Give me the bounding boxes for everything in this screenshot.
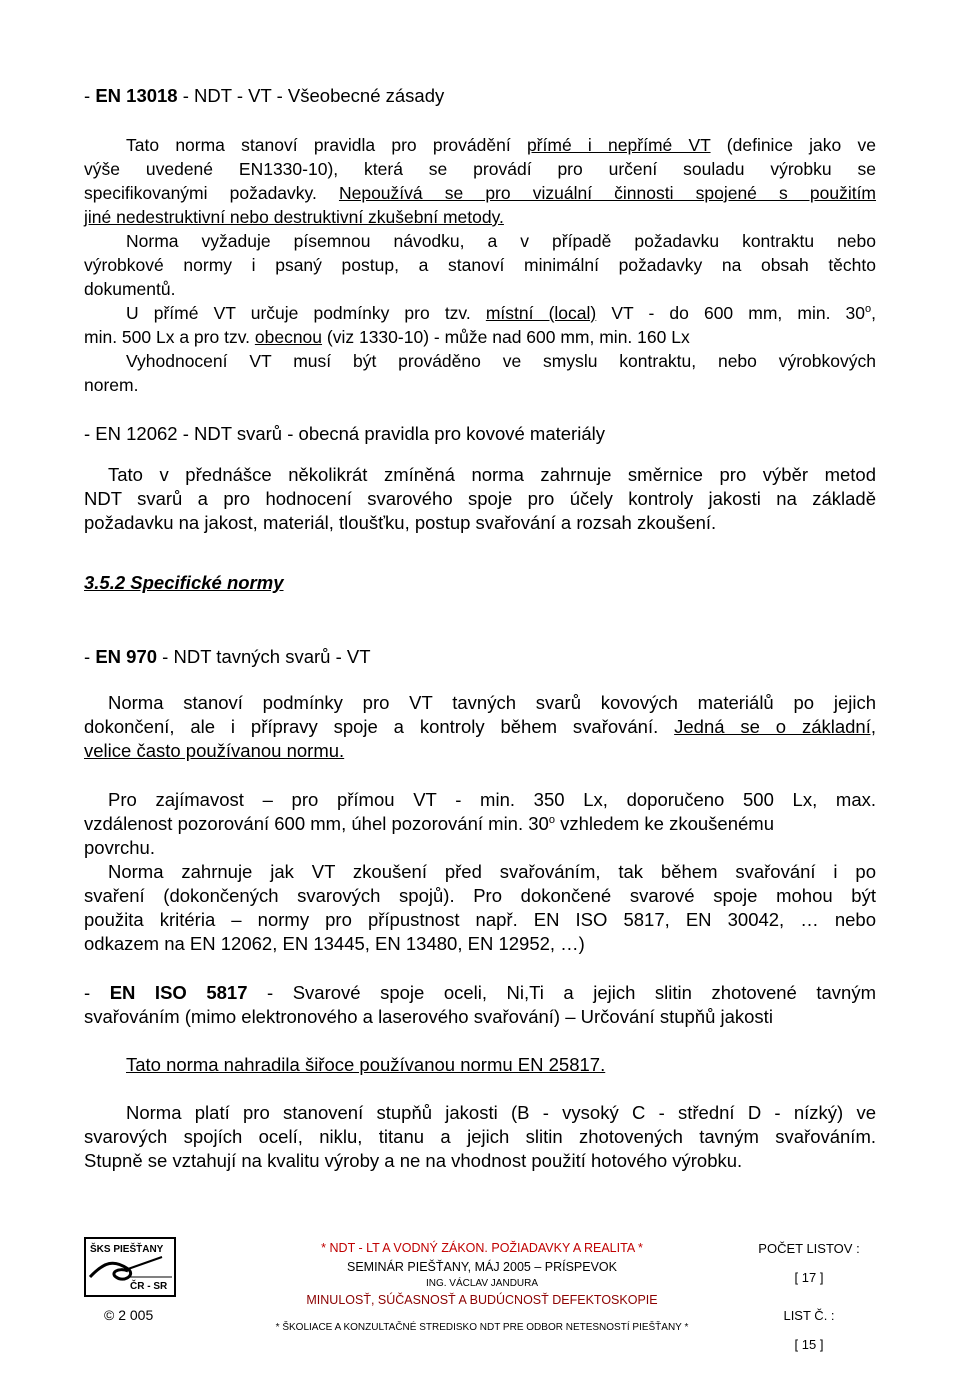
sheet-value: [ 15 ]	[794, 1337, 824, 1352]
paragraph-line: Norma platí pro stanovení stupňů jakosti (B - vysoký C - střední D - nízký) ve	[126, 1102, 876, 1123]
paragraph-line: Pro zajímavost – pro přímou VT - min. 350 Lx, doporučeno 500 Lx, max.	[108, 789, 876, 810]
paragraph-line: svarových spojích ocelí, niklu, titanu a jejich slitin zhotovených tavným svařováním.	[84, 1126, 876, 1147]
logo-text-bottom: ČR - SR	[130, 1281, 168, 1292]
paragraph-line: velice často používanou normu.	[84, 740, 345, 761]
paragraph-line: dokončení, ale i přípravy spoje a kontroly během svařování. Jedná se o základní,	[84, 716, 876, 737]
paragraph-line: požadavku na jakost, materiál, tloušťku, postup svařování a rozsah zkoušení.	[84, 512, 717, 533]
pages-label: POČET LISTOV :	[758, 1241, 860, 1256]
paragraph-line: U přímé VT určuje podmínky pro tzv. místní (local) VT - do 600 mm, min. 30$^o$,	[126, 303, 876, 323]
footer-center	[252, 1239, 712, 1337]
sheet-label: LIST Č. :	[783, 1308, 835, 1323]
paragraph-line: min. 500 Lx a pro tzv. obecnou (viz 1330-10) - může nad 600 mm, min. 160 Lx	[84, 327, 690, 347]
footer-line-1: * NDT - LT A VODNÝ ZÁKON. POŽIADAVKY A REALITA *	[321, 1241, 643, 1255]
paragraph-line: NDT svarů a pro hodnocení svarového spoje pro účely kontroly jakosti na základě	[84, 488, 876, 509]
paragraph-line: Tato norma stanoví pravidla pro provádění přímé i nepřímé VT (definice jako ve	[126, 135, 876, 155]
paragraph-line: vzdálenost pozorování 600 mm, úhel pozorování min. 30$^o$ vzhledem ke zkoušenému	[84, 813, 774, 834]
paragraph-line: Norma zahrnuje jak VT zkoušení před svařováním, tak během svařování i po	[108, 861, 876, 882]
paragraph-line: Norma stanoví podmínky pro VT tavných svarů kovových materiálů po jejich	[108, 692, 876, 713]
paragraph-line: Vyhodnocení VT musí být prováděno ve smyslu kontraktu, nebo výrobkových	[126, 351, 876, 371]
section-heading-en-iso-5817: - EN ISO 5817 - Svarové spoje oceli, Ni,Ti a jejich slitin zhotovené tavným	[84, 982, 876, 1003]
paragraph-line: norem.	[84, 375, 139, 395]
paragraph-line: svaření (dokončených svarových spojů). Pro dokončené svarové spoje mohou být	[84, 885, 876, 906]
pages-value: [ 17 ]	[794, 1270, 824, 1285]
footer-right	[739, 1239, 879, 1373]
footer-line-2: SEMINÁR PIEŠŤANY, MÁJ 2005 – PRÍSPEVOK	[346, 1260, 617, 1274]
footer-line-4: MINULOSŤ, SÚČASNOSŤ A BUDÚCNOSŤ DEFEKTOSKOPIE	[306, 1293, 658, 1307]
logo-text-top: ŠKS PIEŠŤANY	[90, 1244, 164, 1255]
paragraph-line: specifikovanými požadavky. Nepoužívá se pro vizuální činnosti spojené s použitím	[84, 183, 877, 203]
paragraph-line: použita kritéria – normy pro přípustnost např. EN ISO 5817, EN 30042, … nebo	[84, 909, 876, 930]
paragraph-line: Norma vyžaduje písemnou návodku, a v případě požadavku kontraktu nebo	[126, 231, 876, 251]
section-heading-en970: - EN 970 - NDT tavných svarů - VT	[84, 646, 371, 667]
page-footer	[84, 1237, 876, 1352]
subsection-heading: 3.5.2 Specifické normy	[84, 572, 284, 593]
footer-line-3: ING. VÁCLAV JANDURA	[425, 1278, 539, 1289]
section-heading-en12062: - EN 12062 - NDT svarů - obecná pravidla pro kovové materiály	[84, 423, 605, 444]
paragraph-line: jiné nedestruktivní nebo destruktivní zkušební metody.	[84, 207, 504, 227]
section-heading-line2: svařováním (mimo elektronového a laserového svařování) – Určování stupňů jakosti	[84, 1006, 773, 1027]
paragraph-line: dokumentů.	[84, 279, 176, 299]
paragraph-line: odkazem na EN 12062, EN 13445, EN 13480, EN 12952, …)	[84, 933, 585, 954]
copyright: © 2 005	[104, 1307, 154, 1323]
paragraph-line: Stupně se vztahují na kvalitu výroby a ne na vhodnost použití hotového výrobku.	[84, 1150, 743, 1171]
paragraph-line: povrchu.	[84, 837, 155, 858]
paragraph-line: výrobkové normy i psaný postup, a stanoví minimální požadavky na obsah těchto	[84, 255, 876, 275]
sks-logo	[84, 1237, 176, 1297]
paragraph-line: výše uvedené EN1330-10), která se provádí pro určení souladu výrobku se	[84, 159, 876, 179]
section-heading-en13018: - EN 13018 - NDT - VT - Všeobecné zásady	[84, 85, 445, 106]
footer-line-5: * ŠKOLIACE A KONZULTAČNÉ STREDISKO NDT PRE ODBOR NETESNOSTÍ PIEŠŤANY *	[275, 1322, 689, 1333]
paragraph-line: Tato v přednášce několikrát zmíněná norma zahrnuje směrnice pro výběr metod	[108, 464, 876, 485]
replacement-note: Tato norma nahradila šiřoce používanou normu EN 25817.	[126, 1054, 606, 1075]
